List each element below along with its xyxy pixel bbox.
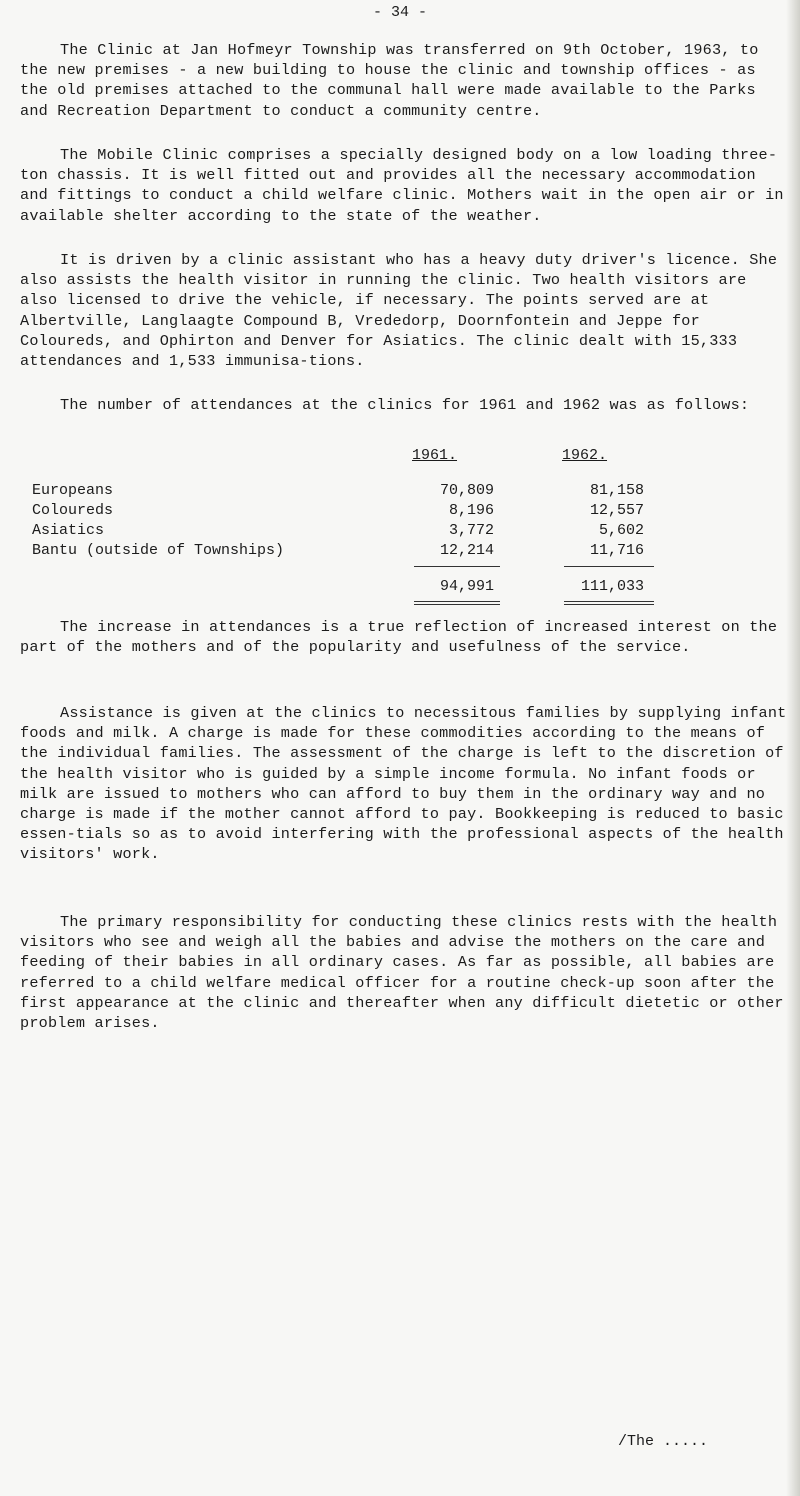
value-1961: 8,196 <box>448 502 494 519</box>
subtotal-rule-1961 <box>414 566 500 567</box>
value-1962: 11,716 <box>589 542 644 559</box>
column-header-1961: 1961. <box>412 447 458 464</box>
paragraph-text: The Clinic at Jan Hofmeyr Township was transferred on 9th October, 1963, to the new premises - a new building to house the clinic and township offices - as the old premises attached to the communal hall were made available to the Parks and Recreation Department to conduct a community centre. <box>20 41 759 120</box>
paragraph-text: The number of attendances at the clinics for 1961 and 1962 was as follows: <box>60 396 750 414</box>
total-rule-1962 <box>564 601 654 602</box>
total-double-rule-1961 <box>414 604 500 605</box>
row-label: Coloureds <box>32 502 114 519</box>
value-1962: 81,158 <box>589 482 644 499</box>
paragraph-text: Assistance is given at the clinics to necessitous families by supplying infant foods and milk. A charge is made for these commodities according to the means of the individual families. The assessment of the charge is left to the discretion of the health visitor who is guided by a simple income formula. No infant foods or milk are issued to mothers who can afford to buy them in the ordinary way and no charge is made if the mother cannot afford to pay. Bookkeeping is reduced to basic essen-tials so as to avoid interfering with the professional aspects of the health visitors' work. <box>20 704 787 864</box>
table-row <box>32 482 772 502</box>
column-header-1962: 1962. <box>562 447 608 464</box>
row-label: Europeans <box>32 482 114 499</box>
total-1961: 94,991 <box>439 578 494 595</box>
total-1962: 111,033 <box>580 578 644 595</box>
paragraph-increase <box>20 617 790 657</box>
continuation-marker: /The ..... <box>618 1433 709 1450</box>
total-rule-1961 <box>414 601 500 602</box>
paragraph-text: The primary responsibility for conducting these clinics rests with the health visitors who see and weigh all the babies and advise the mothers on the care and feeding of their babies in all ordinary cases. As far as possible, all babies are referred to a child welfare medical officer for a routine check-up soon after the first appearance at the clinic and thereafter when any difficult dietetic or other problem arises. <box>20 913 784 1033</box>
scan-edge-shadow <box>786 0 800 1496</box>
paragraph-text: The Mobile Clinic comprises a specially designed body on a low loading three-ton chassis. It is well fitted out and provides all the necessary accommodation and fittings to conduct a child welfare clinic. Mothers wait in the open air or in available shelter according to the state of the weather. <box>20 146 784 225</box>
page-number: - 34 - <box>372 4 427 21</box>
paragraph-text: It is driven by a clinic assistant who has a heavy duty driver's licence. She also assists the health visitor in running the clinic. Two health visitors are also licensed to drive the vehicle, if necessary. The points served are at Albertville, Langlaagte Compound B, Vrededorp, Doornfontein and Jeppe for Coloureds, and Ophirton and Denver for Asiatics. The clinic dealt with 15,333 attendances and 1,533 immunisa-tions. <box>20 251 778 371</box>
table-row <box>32 542 772 562</box>
paragraph-mobile-clinic <box>20 145 790 226</box>
subtotal-rule-1962 <box>564 566 654 567</box>
table-total-row <box>32 578 772 598</box>
row-label: Bantu (outside of Townships) <box>32 542 285 559</box>
paragraph-text: The increase in attendances is a true reflection of increased interest on the part of the mothers and of the popularity and usefulness of the service. <box>20 618 778 657</box>
paragraph-driver <box>20 250 790 371</box>
value-1962: 5,602 <box>598 522 644 539</box>
value-1961: 12,214 <box>439 542 494 559</box>
value-1961: 70,809 <box>439 482 494 499</box>
total-double-rule-1962 <box>564 604 654 605</box>
value-1961: 3,772 <box>448 522 494 539</box>
row-label: Asiatics <box>32 522 105 539</box>
paragraph-responsibility <box>20 912 790 1033</box>
table-row <box>32 502 772 522</box>
table-row <box>32 522 772 542</box>
value-1962: 12,557 <box>589 502 644 519</box>
paragraph-attendance-intro <box>20 395 790 415</box>
paragraph-clinic-transfer <box>20 40 790 121</box>
paragraph-assistance <box>20 703 790 865</box>
